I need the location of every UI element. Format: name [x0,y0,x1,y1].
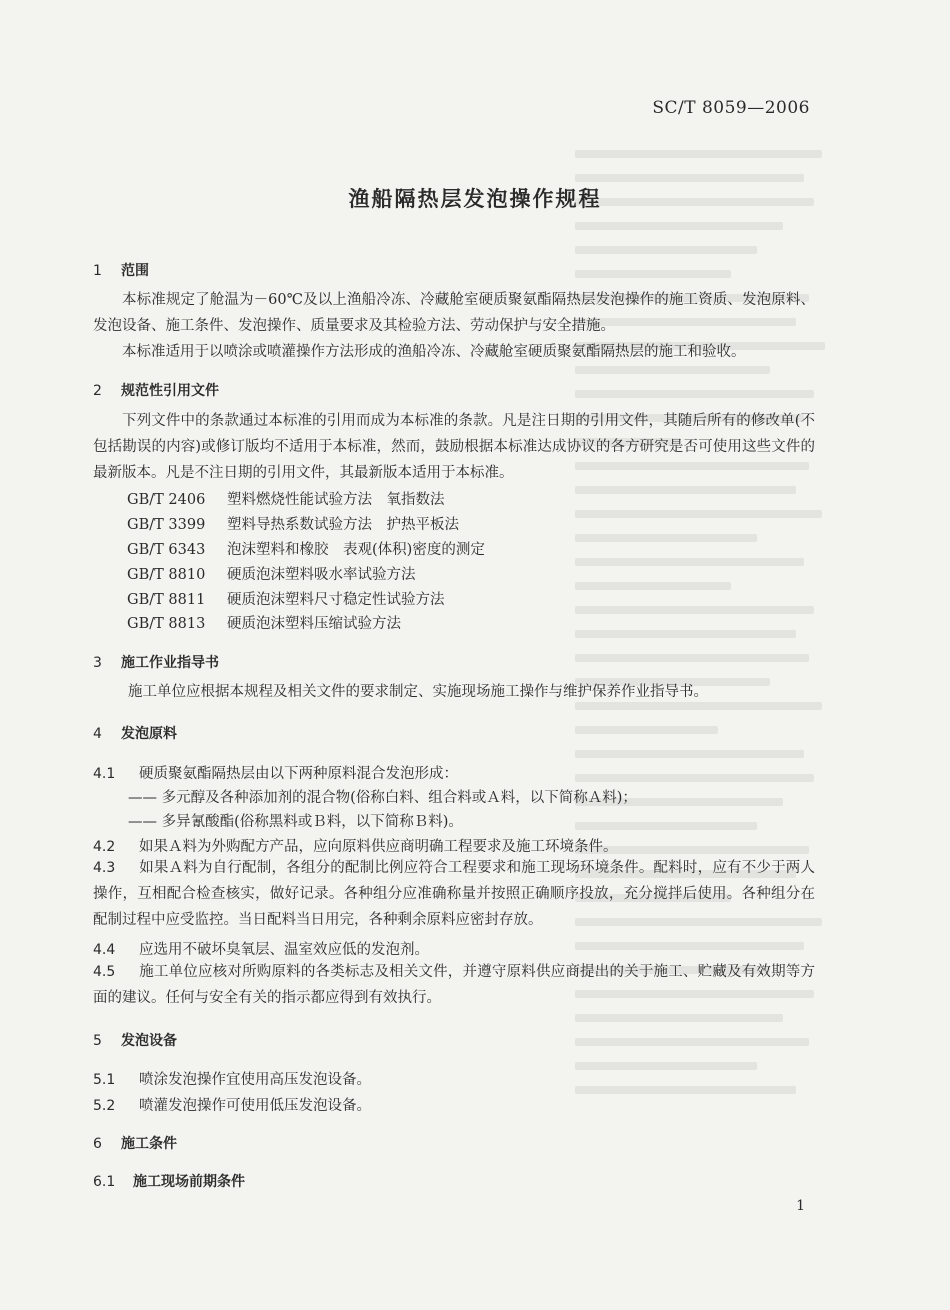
reference-item: GB/T 3399 塑料导热系数试验方法 护热平板法 [127,517,459,533]
clause-5-1: 5.1 喷涂发泡操作宜使用高压发泡设备。 [93,1072,371,1088]
clause-4-1-item-b: —— 多异氰酸酯(俗称黑料或Ｂ料，以下简称Ｂ料)。 [128,814,463,830]
section-number: 4 [93,726,102,742]
reference-item: GB/T 8810 硬质泡沫塑料吸水率试验方法 [127,567,416,583]
section-number: 6 [93,1136,102,1152]
section-6-heading [93,1133,177,1153]
section-1-heading [93,260,149,280]
reference-item: GB/T 8813 硬质泡沫塑料压缩试验方法 [127,616,401,632]
clause-6-1-heading: 6.1 施工现场前期条件 [93,1174,245,1190]
reference-item: GB/T 8811 硬质泡沫塑料尺寸稳定性试验方法 [127,592,445,608]
page-number: 1 [796,1198,805,1214]
section-5-heading [93,1030,177,1050]
reference-item: GB/T 6343 泡沫塑料和橡胶 表观(体积)密度的测定 [127,542,485,558]
clause-4-1: 4.1 硬质聚氨酯隔热层由以下两种原料混合发泡形成： [93,766,458,782]
section-2-paragraph-1: 下列文件中的条款通过本标准的引用而成为本标准的条款。凡是注日期的引用文件，其随后所有的修改单(不包括勘误的内容)或修订版均不适用于本标准，然而，鼓励根据本标准达成协议的各方研究是否可使用这些文件的最新版本。凡是不注日期的引用文件，其最新版本适用于本标准。 [93,413,815,481]
section-4-heading [93,723,177,743]
section-2-heading [93,380,219,400]
section-number: 3 [93,655,102,671]
clause-4-2: 4.2 如果Ａ料为外购配方产品，应向原料供应商明确工程要求及施工环境条件。 [93,839,618,855]
section-title: 发泡原料 [121,726,177,742]
section-number: 5 [93,1033,102,1049]
clause-5-2: 5.2 喷灌发泡操作可使用低压发泡设备。 [93,1098,371,1114]
section-title: 范围 [121,263,149,279]
section-3-paragraph-1: 施工单位应根据本规程及相关文件的要求制定、实施现场施工操作与维护保养作业指导书。 [128,684,708,700]
section-1-paragraph-2: 本标准适用于以喷涂或喷灌操作方法形成的渔船冷冻、冷藏舱室硬质聚氨酯隔热层的施工和验收。 [122,344,746,360]
section-title: 规范性引用文件 [121,383,219,399]
section-number: 1 [93,263,102,279]
section-number: 2 [93,383,102,399]
document-title: 渔船隔热层发泡操作规程 [348,187,602,211]
clause-4-3: 4.3 如果Ａ料为自行配制，各组分的配制比例应符合工程要求和施工现场环境条件。配料时，应有不少于两人操作，互相配合检查核实，做好记录。各种组分应准确称量并按照正确顺序投放，充分搅拌后使用。各种组分在配制过程中应受监控。当日配料当日用完，各种剩余原料应密封存放。 [93,860,815,928]
reference-item: GB/T 2406 塑料燃烧性能试验方法 氧指数法 [127,492,445,508]
section-title: 施工条件 [121,1136,177,1152]
standard-code: SC/T 8059—2006 [652,98,810,118]
section-1-paragraph-1: 本标准规定了舱温为－60℃及以上渔船冷冻、冷藏舱室硬质聚氨酯隔热层发泡操作的施工资质、发泡原料、发泡设备、施工条件、发泡操作、质量要求及其检验方法、劳动保护与安全措施。 [93,292,815,334]
clause-4-4: 4.4 应选用不破坏臭氧层、温室效应低的发泡剂。 [93,942,429,958]
section-3-heading [93,652,219,672]
section-title: 施工作业指导书 [121,655,219,671]
clause-4-5: 4.5 施工单位应核对所购原料的各类标志及相关文件，并遵守原料供应商提出的关于施工、贮藏及有效期等方面的建议。任何与安全有关的指示都应得到有效执行。 [93,964,815,1006]
clause-4-1-item-a: —— 多元醇及各种添加剂的混合物(俗称白料、组合料或Ａ料，以下简称Ａ料)； [128,790,637,806]
section-title: 发泡设备 [121,1033,177,1049]
